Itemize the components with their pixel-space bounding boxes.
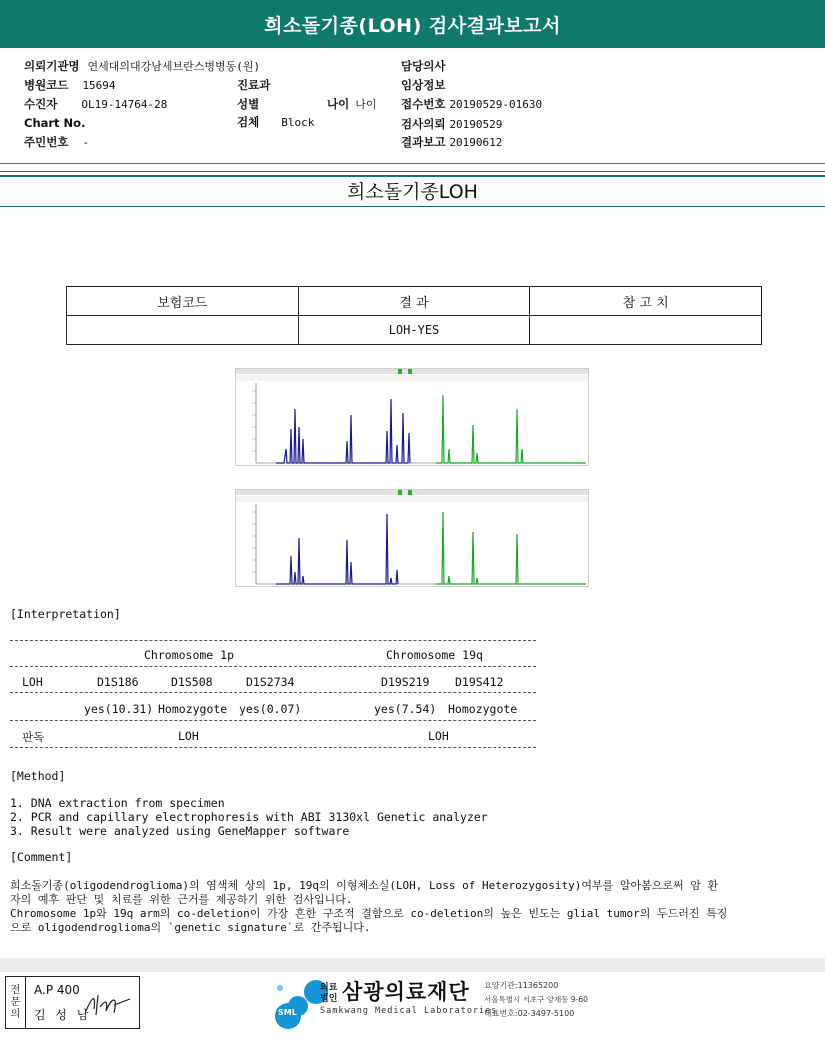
footer-divider: [0, 958, 825, 972]
chart-no-row: Chart No.: [24, 116, 86, 130]
org-prefix-1: 의료: [320, 983, 338, 993]
org-phone: 대표번호:02-3497-5100: [484, 1009, 575, 1018]
age-row: 나이 나이: [327, 97, 377, 111]
section-title-bar: [0, 171, 825, 207]
comment-line-4: 으로 oligodendroglioma의 `genetic signature`로 간주됩니다.: [10, 921, 371, 934]
department-row: 진료과: [237, 78, 271, 92]
hospital-code-row: 병원코드 15694: [24, 78, 116, 92]
result-table-row: [67, 316, 762, 345]
judge-19q: LOH: [428, 729, 449, 743]
specimen-row: 검체 Block: [237, 115, 315, 129]
method-heading: [Method]: [10, 769, 66, 783]
value-D1S186: yes(10.31): [84, 702, 154, 716]
insurance-code-cell: [67, 316, 299, 345]
electropherogram-normal: [235, 368, 589, 466]
group-1p-label: Chromosome 1p: [144, 648, 235, 662]
doctor-row: 담당의사: [401, 59, 446, 73]
comment-heading: [Comment]: [10, 850, 73, 864]
marker-D19S219: D19S219: [381, 675, 430, 689]
section-title: 희소돌기종LOH: [347, 181, 478, 203]
signature-name: 김 성 남: [34, 1008, 92, 1022]
interpretation-divider-2: [10, 666, 536, 667]
marker-D1S186: D1S186: [97, 675, 139, 689]
electropherogram-normal-image: [236, 369, 588, 465]
org-name: 삼광의료재단: [342, 980, 470, 1004]
clinical-row: 임상정보: [401, 78, 446, 92]
signature-ap: A.P 400: [34, 983, 80, 997]
request-date-row: 검사의뢰 20190529: [401, 117, 503, 131]
method-step-2: 2. PCR and capillary electrophoresis with ABI 3130xl Genetic analyzer: [10, 810, 488, 824]
result-table: [66, 286, 762, 345]
judge-label: 판독: [22, 730, 45, 744]
marker-D19S412: D19S412: [455, 675, 504, 689]
judge-1p: LOH: [178, 729, 199, 743]
value-D19S412: Homozygote: [448, 702, 518, 716]
resident-no-row: 주민번호 -: [24, 135, 90, 149]
report-title: 희소돌기종(LOH) 검사결과보고서: [264, 14, 561, 37]
report-date-row: 결과보고 20190612: [401, 135, 503, 149]
org-code: 요양기관:11365200: [484, 981, 559, 990]
org-prefix-2: 법인: [320, 994, 338, 1004]
handwritten-signature-icon: [84, 987, 134, 1021]
sml-emblem-text: SML: [278, 1008, 297, 1017]
comment-line-3: Chromosome 1p와 19q arm의 co-deletion이 가장 흔한 구조적 결함으로 co-deletion의 높은 빈도는 glial tumor의 두드러진 특징: [10, 907, 728, 920]
sex-row: 성별: [237, 97, 260, 111]
result-header: 결 과: [298, 287, 530, 316]
interpretation-divider-3: [10, 692, 536, 693]
org-english: Samkwang Medical Laboratories: [320, 1006, 498, 1016]
receipt-row: 접수번호 20190529-01630: [401, 97, 543, 111]
method-step-3: 3. Result were analyzed using GeneMapper software: [10, 824, 350, 838]
method-step-1: 1. DNA extraction from specimen: [10, 796, 225, 810]
interpretation-divider-4: [10, 720, 536, 721]
comment-line-1: 희소돌기종(oligodendroglioma)의 염색체 상의 1p, 19q의 이형체소실(LOH, Loss of Heterozygosity)여부를 알아봄으로써 암 환: [10, 879, 719, 892]
marker-D1S508: D1S508: [171, 675, 213, 689]
sml-logo: [272, 974, 602, 1030]
electropherogram-tumor: [235, 489, 589, 587]
patient-info-block: [0, 50, 825, 164]
signature-side-label: 전 문 의: [6, 977, 26, 1028]
insurance-code-header: 보험코드: [67, 287, 299, 316]
interpretation-divider-1: [10, 640, 536, 641]
value-D19S219: yes(7.54): [374, 702, 437, 716]
group-19q-label: Chromosome 19q: [386, 648, 483, 662]
interpretation-divider-5: [10, 747, 536, 748]
interpretation-heading: [Interpretation]: [10, 607, 121, 621]
value-D1S508: Homozygote: [158, 702, 228, 716]
marker-D1S2734: D1S2734: [246, 675, 295, 689]
report-title-bar: [0, 0, 825, 48]
reference-cell: [530, 316, 762, 345]
result-cell: LOH-YES: [298, 316, 530, 345]
institution-row: 의뢰기관명 연세대의대강남세브란스병병동(원): [24, 59, 261, 73]
value-D1S2734: yes(0.07): [239, 702, 302, 716]
signature-box: [5, 976, 140, 1029]
comment-line-2: 자의 예후 판단 및 치료를 위한 근거를 제공하기 위한 검사입니다.: [10, 893, 353, 906]
patient-row: 수진자 OL19-14764-28: [24, 97, 168, 111]
electropherogram-tumor-image: [236, 490, 588, 586]
reference-header: 참 고 치: [530, 287, 762, 316]
loh-row-label: LOH: [22, 675, 43, 689]
result-table-header: [67, 287, 762, 316]
org-address: 서울특별시 서초구 양재동 9-60: [484, 995, 588, 1004]
